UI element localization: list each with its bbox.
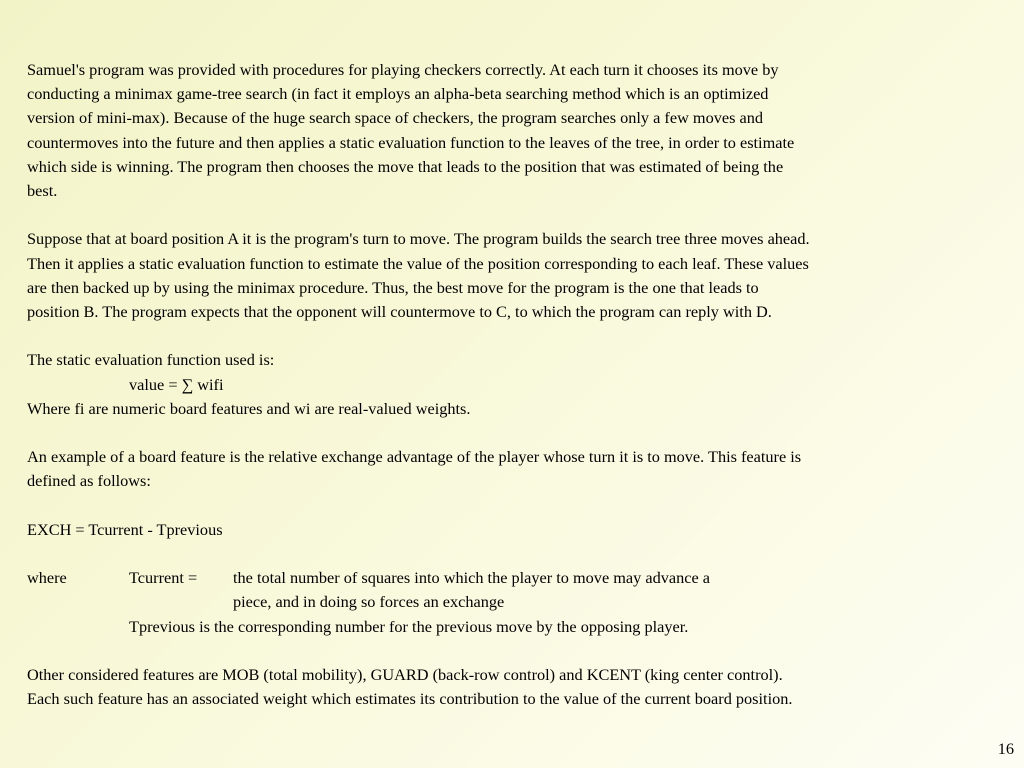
- paragraph-evaluation-function: [27, 348, 1002, 421]
- text-line: are then backed up by using the minimax procedure. Thus, the best move for the program is the one that leads to: [27, 277, 759, 297]
- tcurrent-definition-line-1: the total number of squares into which the player to move may advance a: [233, 568, 710, 588]
- tcurrent-label: Tcurrent =: [129, 568, 198, 588]
- paragraph-where-definitions: [27, 566, 1002, 639]
- paragraph-board-position: [27, 227, 1002, 324]
- spacer: [27, 590, 129, 614]
- where-row-tcurrent: [27, 566, 1002, 590]
- where-row-tcurrent-cont: [27, 590, 1002, 614]
- text-line: Each such feature has an associated weight which estimates its contribution to the value of the current board position.: [27, 689, 793, 709]
- text-line: Suppose that at board position A it is the program's turn to move. The program builds the search tree three moves ahead.: [27, 229, 810, 249]
- text-line: Samuel's program was provided with procedures for playing checkers correctly. At each turn it chooses its move by: [27, 60, 779, 79]
- slide-body: [27, 58, 1002, 736]
- text-line: conducting a minimax game-tree search (in fact it employs an alpha-beta searching method which is an optimized: [27, 84, 769, 104]
- text-line: which side is winning. The program then chooses the move that leads to the position that was estimated of being the: [27, 156, 784, 176]
- tprevious-definition: Tprevious is the corresponding number for the previous move by the opposing player.: [129, 616, 689, 636]
- evaluation-definition: Where fi are numeric board features and wi are real-valued weights.: [27, 398, 471, 418]
- text-line: An example of a board feature is the relative exchange advantage of the player whose turn it is to move. This feature is: [27, 447, 802, 467]
- paragraph-exch-formula: [27, 518, 1002, 542]
- text-line: best.: [27, 181, 58, 201]
- paragraph-other-features: [27, 663, 1002, 711]
- paragraph-samuels-program: [27, 58, 1002, 203]
- exch-formula: EXCH = Tcurrent - Tprevious: [27, 519, 223, 539]
- paragraph-board-feature: [27, 445, 1002, 493]
- text-line: Other considered features are MOB (total mobility), GUARD (back-row control) and KCENT (king center control).: [27, 664, 783, 684]
- evaluation-formula: value = ∑ wifi: [129, 374, 224, 394]
- spacer: [129, 590, 233, 614]
- text-line: countermoves into the future and then applies a static evaluation function to the leaves of the tree, in order to estimate: [27, 132, 795, 152]
- text-line: defined as follows:: [27, 471, 151, 491]
- text-line: Then it applies a static evaluation function to estimate the value of the position corresponding to each leaf. These values: [27, 253, 809, 273]
- text-line: position B. The program expects that the opponent will countermove to C, to which the program can reply with D.: [27, 302, 772, 322]
- tcurrent-definition-line-2: piece, and in doing so forces an exchange: [233, 592, 505, 612]
- evaluation-intro: The static evaluation function used is:: [27, 350, 275, 370]
- page-number: 16: [997, 739, 1014, 758]
- where-label: where: [27, 568, 67, 588]
- text-line: version of mini-max). Because of the huge search space of checkers, the program searches only a few moves and: [27, 108, 763, 128]
